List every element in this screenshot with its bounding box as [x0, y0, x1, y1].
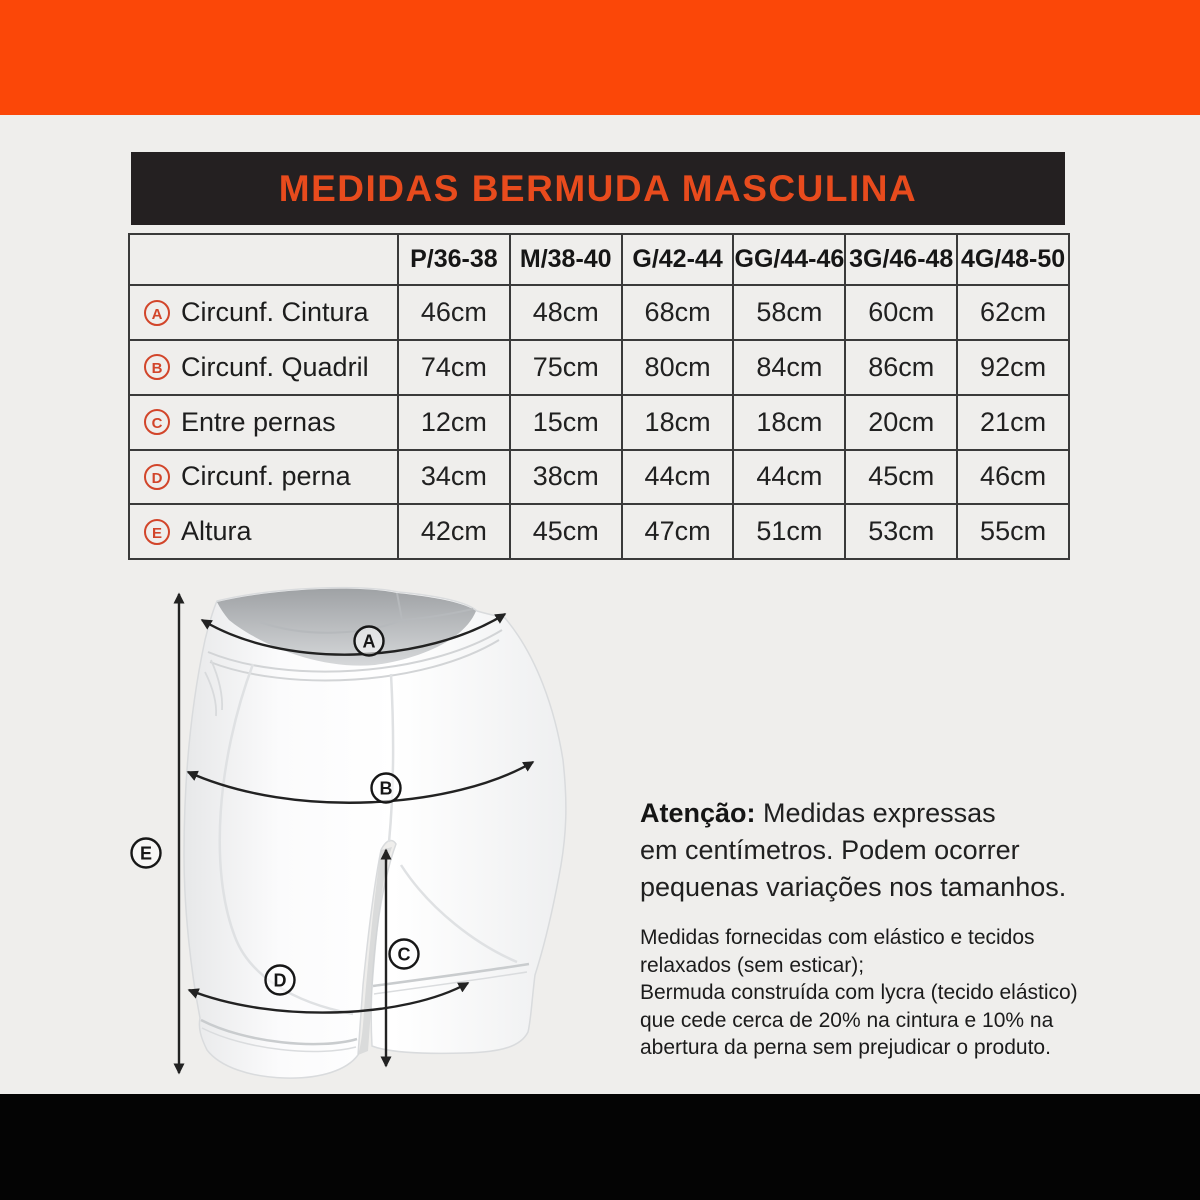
measurement-label: Circunf. Quadril	[181, 351, 369, 382]
svg-text:A: A	[362, 631, 376, 652]
measurement-label: Circunf. perna	[181, 461, 351, 492]
detail-line: que cede cerca de 20% na cintura e 10% na	[640, 1008, 1054, 1032]
size-column-header: G/42-44	[622, 234, 734, 285]
letter-a-badge: A	[144, 300, 170, 326]
svg-text:E: E	[139, 843, 153, 864]
attention-note	[640, 795, 1115, 906]
letter-e-badge: E	[144, 519, 170, 545]
table-row	[129, 285, 1069, 340]
svg-text:D: D	[273, 970, 287, 991]
svg-text:C: C	[397, 944, 411, 965]
inseam-label	[390, 940, 419, 969]
attention-line: Atenção: Medidas expressas	[640, 798, 996, 828]
measurement-value: 44cm	[622, 450, 734, 505]
measurement-value: 84cm	[733, 340, 845, 395]
measurement-label: Entre pernas	[181, 406, 336, 437]
title-bar	[131, 152, 1065, 225]
measurement-value: 34cm	[398, 450, 510, 505]
detail-line: Bermuda construída com lycra (tecido elástico)	[640, 981, 1078, 1004]
letter-c-badge: C	[144, 409, 170, 435]
measurement-value: 47cm	[622, 504, 734, 559]
table-row	[129, 340, 1069, 395]
size-column-header: 3G/46-48	[845, 234, 957, 285]
measurement-value: 60cm	[845, 285, 957, 340]
measurement-value: 58cm	[733, 285, 845, 340]
size-column-header: GG/44-46	[733, 234, 845, 285]
measurement-value: 18cm	[733, 395, 845, 450]
measurement-value: 18cm	[622, 395, 734, 450]
measurement-value: 51cm	[733, 504, 845, 559]
measurement-value: 42cm	[398, 504, 510, 559]
measurement-label-cell	[129, 395, 398, 450]
size-chart-table	[128, 233, 1070, 560]
attention-line: pequenas variações nos tamanhos.	[640, 872, 1067, 902]
attention-line: em centímetros. Podem ocorrer	[640, 835, 1020, 865]
hip-label	[372, 774, 401, 803]
measurement-value: 15cm	[510, 395, 622, 450]
empty-corner-cell	[129, 234, 398, 285]
bottom-black-bar	[0, 1094, 1200, 1200]
measurement-label-cell	[129, 285, 398, 340]
measurement-value: 53cm	[845, 504, 957, 559]
measurement-value: 68cm	[622, 285, 734, 340]
measurement-value: 75cm	[510, 340, 622, 395]
measurement-value: 74cm	[398, 340, 510, 395]
measurement-value: 12cm	[398, 395, 510, 450]
measurement-value: 38cm	[510, 450, 622, 505]
measurement-value: 45cm	[845, 450, 957, 505]
measurement-value: 45cm	[510, 504, 622, 559]
top-orange-banner	[0, 0, 1200, 115]
svg-text:B: B	[379, 778, 393, 799]
size-column-header: M/38-40	[510, 234, 622, 285]
measurement-label: Altura	[181, 516, 252, 547]
table-row	[129, 504, 1069, 559]
measurement-label: Circunf. Cintura	[181, 297, 369, 328]
shorts-measurement-diagram	[125, 580, 640, 1100]
height-label	[132, 839, 161, 868]
size-column-header: P/36-38	[398, 234, 510, 285]
detail-line: relaxados (sem esticar);	[640, 953, 865, 977]
measurement-value: 46cm	[398, 285, 510, 340]
leg-label	[266, 966, 295, 995]
measurement-value: 46cm	[957, 450, 1069, 505]
attention-label: Atenção:	[640, 798, 756, 828]
table-header-row	[129, 234, 1069, 285]
detail-line: abertura da perna sem prejudicar o produto.	[640, 1036, 1051, 1059]
measurement-value: 62cm	[957, 285, 1069, 340]
detail-line: Medidas fornecidas com elástico e tecidos	[640, 926, 1035, 949]
measurement-value: 48cm	[510, 285, 622, 340]
letter-d-badge: D	[144, 464, 170, 490]
measurement-value: 20cm	[845, 395, 957, 450]
measurement-value: 86cm	[845, 340, 957, 395]
page-title: MEDIDAS BERMUDA MASCULINA	[278, 167, 918, 209]
measurement-value: 55cm	[957, 504, 1069, 559]
letter-b-badge: B	[144, 354, 170, 380]
measurement-label-cell	[129, 340, 398, 395]
table-row	[129, 450, 1069, 505]
measurement-value: 21cm	[957, 395, 1069, 450]
measurement-label-cell	[129, 504, 398, 559]
waist-label	[355, 627, 384, 656]
measurement-value: 44cm	[733, 450, 845, 505]
measurement-value: 80cm	[622, 340, 734, 395]
measurement-value: 92cm	[957, 340, 1069, 395]
size-column-header: 4G/48-50	[957, 234, 1069, 285]
measurement-label-cell	[129, 450, 398, 505]
detail-notes	[640, 924, 1125, 1062]
table-row	[129, 395, 1069, 450]
